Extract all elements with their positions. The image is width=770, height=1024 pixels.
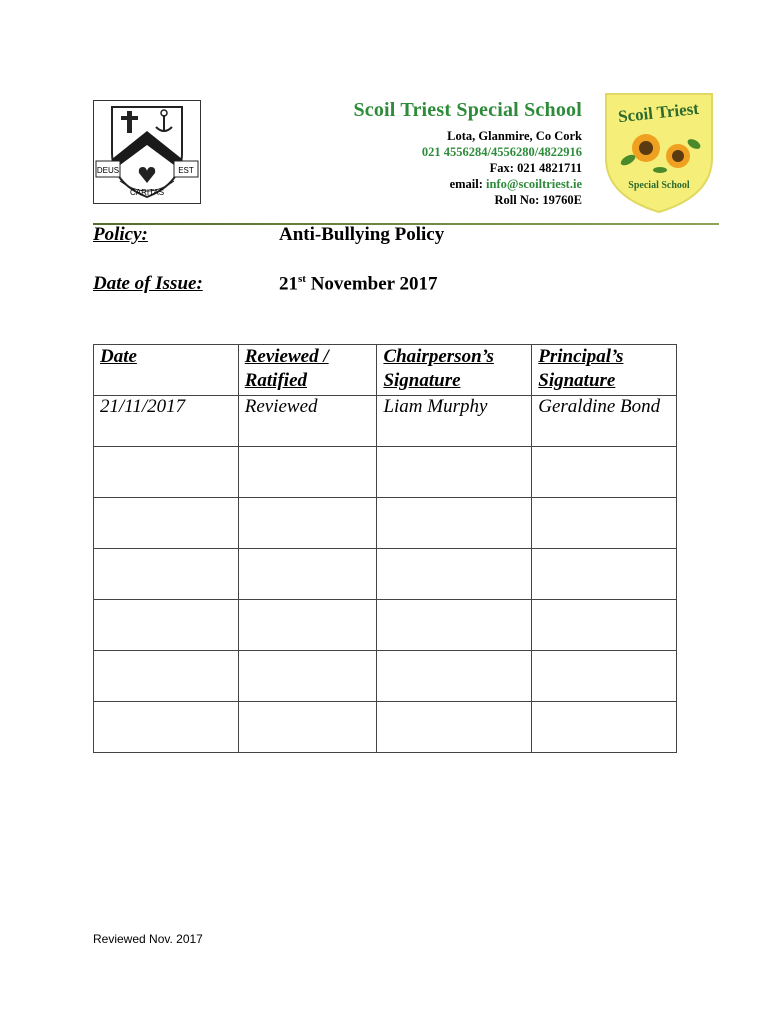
- cell-date: 21/11/2017: [94, 396, 239, 447]
- issue-day-suffix: st: [298, 273, 306, 285]
- table-row: [94, 498, 677, 549]
- header-chairperson-signature: Chairperson’s Signature: [377, 345, 532, 396]
- cell-reviewed: [238, 600, 377, 651]
- date-of-issue-label: Date of Issue:: [93, 273, 203, 294]
- policy-value: Anti-Bullying Policy: [279, 224, 445, 245]
- cell-principal: [532, 549, 677, 600]
- school-crest-logo: [93, 100, 201, 204]
- cell-date: [94, 498, 239, 549]
- email-link[interactable]: info@scoiltriest.ie: [486, 177, 582, 191]
- cell-chairperson: Liam Murphy: [377, 396, 532, 447]
- cell-chairperson: [377, 702, 532, 753]
- school-name: Scoil Triest Special School: [353, 99, 582, 121]
- cell-principal: [532, 651, 677, 702]
- cell-reviewed: [238, 702, 377, 753]
- cell-date: [94, 651, 239, 702]
- cell-date: [94, 549, 239, 600]
- cell-chairperson: [377, 600, 532, 651]
- review-table: [93, 344, 677, 753]
- table-header-row: [94, 345, 677, 396]
- school-badge-logo: [598, 88, 720, 216]
- table-row: [94, 447, 677, 498]
- school-header: [222, 99, 582, 208]
- table-row: [94, 600, 677, 651]
- date-of-issue-value: [279, 273, 438, 295]
- cell-date: [94, 447, 239, 498]
- table-row: [94, 549, 677, 600]
- header-date: Date: [94, 345, 239, 396]
- cell-chairperson: [377, 651, 532, 702]
- email-label: email:: [449, 177, 487, 191]
- school-roll-number: Roll No: 19760E: [494, 193, 582, 207]
- cell-reviewed: [238, 447, 377, 498]
- cell-reviewed: [238, 549, 377, 600]
- cell-chairperson: [377, 498, 532, 549]
- cell-chairperson: [377, 549, 532, 600]
- crest-banner: CARITAS: [129, 188, 165, 197]
- cell-chairperson: [377, 447, 532, 498]
- school-fax: Fax: 021 4821711: [489, 161, 582, 175]
- crest-right-motto: EST: [178, 166, 194, 175]
- school-email: [222, 176, 582, 192]
- cell-principal: [532, 447, 677, 498]
- header-reviewed-ratified: Reviewed / Ratified: [238, 345, 377, 396]
- issue-day: 21: [279, 273, 298, 295]
- cell-date: [94, 702, 239, 753]
- cell-principal: Geraldine Bond: [532, 396, 677, 447]
- cell-principal: [532, 600, 677, 651]
- cell-reviewed: [238, 498, 377, 549]
- badge-subtitle: Special School: [628, 180, 690, 191]
- cell-principal: [532, 702, 677, 753]
- header-principal-signature: Principal’s Signature: [532, 345, 677, 396]
- table-row: [94, 702, 677, 753]
- table-row: [94, 651, 677, 702]
- footer-review-note: Reviewed Nov. 2017: [93, 932, 203, 946]
- sunflower-badge-icon: [598, 88, 720, 216]
- policy-label: Policy:: [93, 224, 148, 245]
- cell-principal: [532, 498, 677, 549]
- issue-month-year: November 2017: [305, 273, 438, 295]
- cell-reviewed: Reviewed: [238, 396, 377, 447]
- school-address: Lota, Glanmire, Co Cork: [447, 129, 582, 143]
- school-phone: 021 4556284/4556280/4822916: [421, 145, 582, 159]
- crest-icon: [94, 101, 200, 203]
- cell-date: [94, 600, 239, 651]
- cell-reviewed: [238, 651, 377, 702]
- badge-title: Scoil Triest: [617, 98, 700, 127]
- crest-left-motto: DEUS: [96, 166, 120, 175]
- table-row: [94, 396, 677, 447]
